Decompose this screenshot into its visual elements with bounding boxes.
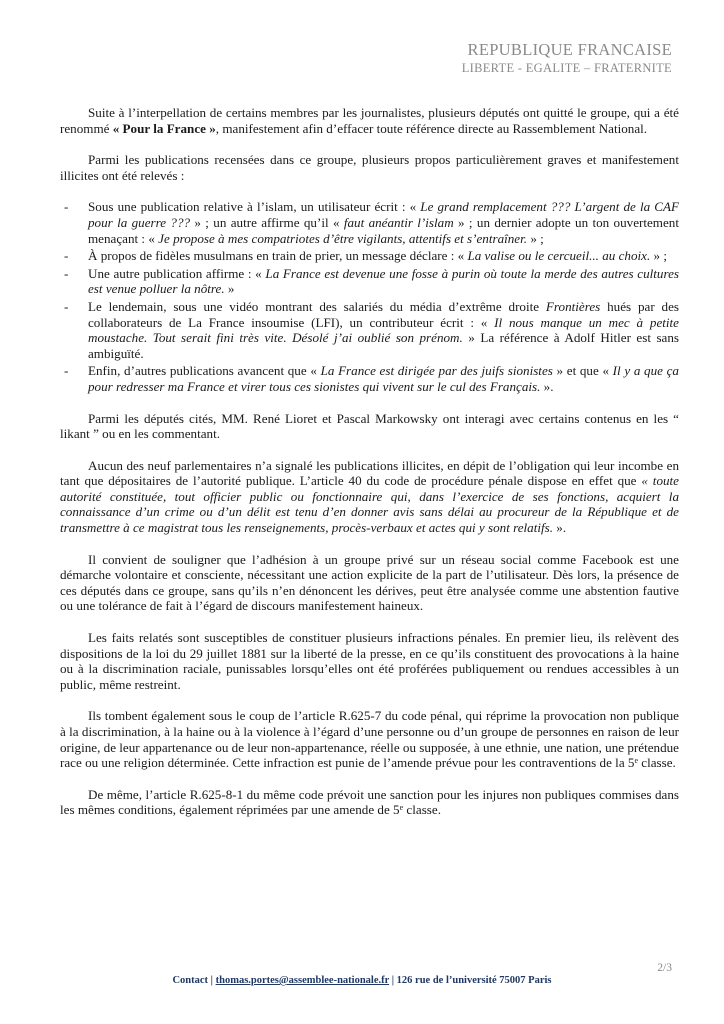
list-item: - À propos de fidèles musulmans en train de prier, un message déclare : « La valise ou le cercueil... au choix. » ; — [60, 248, 679, 264]
document-body — [60, 105, 679, 834]
contact-email-link[interactable]: thomas.portes@assemblee-nationale.fr — [215, 975, 390, 986]
paragraph-article-r625-8-1: De même, l’article R.625-8-1 du même code prévoit une sanction pour les injures non publiques commises dans les mêmes conditions, également réprimées par une amende de 5e classe. — [60, 786, 679, 818]
list-item: - Enfin, d’autres publications avancent que « La France est dirigée par des juifs sionistes » et que « Il y a que ça pour redresser ma France et virer tous ces sionistes qui vivent sur le cul des Français. ». — [60, 363, 679, 394]
paragraph-law-1881: Les faits relatés sont susceptibles de constituer plusieurs infractions pénales. En premier lieu, ils relèvent des dispositions de la loi du 29 juillet 1881 sur la liberté de la presse, en ce qu’ils constituent des provocations à la haine ou à la discrimination raciale, punissables lorsqu’elles ont été proférées publiquement ou rendues accessibles à un public, même restreint. — [60, 630, 679, 692]
letterhead-motto: LIBERTE - EGALITE – FRATERNITE — [461, 61, 672, 75]
group-name: « Pour la France » — [112, 120, 216, 136]
list-item: - Le lendemain, sous une vidéo montrant des salariés du média d’extrême droite Frontières hués par des collaborateurs de La France insoumise (LFI), un contributeur écrit : « Il nous manque un mec à petite moustache. Tout serait fini très vite. Désolé j’ai oublié son prénom. » La référence à Adolf Hitler est sans ambiguïté. — [60, 299, 679, 361]
list-item: - Sous une publication relative à l’islam, un utilisateur écrit : « Le grand remplacement ??? L’argent de la CAF pour la guerre ??? » ; un autre affirme qu’il « faut anéantir l’islam » ; un dernier adopte un ton ouvertement menaçant : « Je propose à mes compatriotes d’être vigilants, attentifs et s’entraîner. » ; — [60, 199, 679, 246]
quoted-publications-list — [60, 199, 679, 394]
list-item: - Une autre publication affirme : « La France est devenue une fosse à purin où toute la merde des autres cultures est venue polluer la nôtre. » — [60, 266, 679, 297]
paragraph-group-renamed: Suite à l’interpellation de certains membres par les journalistes, plusieurs députés ont quitté le groupe, qui a été renommé « Pour la France », manifestement afin d’effacer toute référence directe au Rassemblement National. — [60, 105, 679, 136]
paragraph-publications-intro: Parmi les publications recensées dans ce groupe, plusieurs propos particulièrement graves et manifestement illicites ont été relevés : — [60, 152, 679, 183]
paragraph-deputies-cited: Parmi les députés cités, MM. René Lioret et Pascal Markowsky ont interagi avec certains contenus en les “ likant ” ou en les commentant. — [60, 410, 679, 442]
letterhead-title: REPUBLIQUE FRANCAISE — [467, 40, 672, 59]
footer-contact: Contact | thomas.portes@assemblee-nationale.fr | 126 rue de l’université 75007 Paris — [172, 975, 552, 986]
paragraph-article-40: Aucun des neuf parlementaires n’a signalé les publications illicites, en dépit de l’obligation qui leur incombe en tant que dépositaires de l’autorité publique. L’article 40 du code de procédure pénale dispose en effet que « toute autorité constituée, tout officier public ou fonctionnaire qui, dans l’exercice de ses fonctions, acquiert la connaissance d’un crime ou d’un délit est tenu d’en donner avis sans délai au procureur de la République et de transmettre à ce magistrat tous les renseignements, procès-verbaux et actes qui y sont relatifs. ». — [60, 457, 679, 536]
page-number: 2/3 — [657, 962, 672, 974]
paragraph-group-membership: Il convient de souligner que l’adhésion à un groupe privé sur un réseau social comme Facebook est une démarche volontaire et consciente, nécessitant une action explicite de la part de l’utilisateur. Dès lors, la présence de ces députés dans ce groupe, sans qu’ils n’en dénoncent les dérives, peut être analysée comme une abstention fautive ou une tolérance de fait à l’égard de discours manifestement haineux. — [60, 551, 679, 614]
paragraph-article-r625-7: Ils tombent également sous le coup de l’article R.625-7 du code pénal, qui réprime la provocation non publique à la discrimination, à la haine ou à la violence à l’égard d’une personne ou d’un groupe de personnes en raison de leur origine, de leur appartenance ou de leur non-appartenance, réelle ou supposée, à une ethnie, une nation, une prétendue race ou une religion déterminée. Cette infraction est punie de l’amende prévue pour les contraventions de la 5e classe. — [60, 708, 679, 771]
letterhead — [462, 40, 672, 77]
